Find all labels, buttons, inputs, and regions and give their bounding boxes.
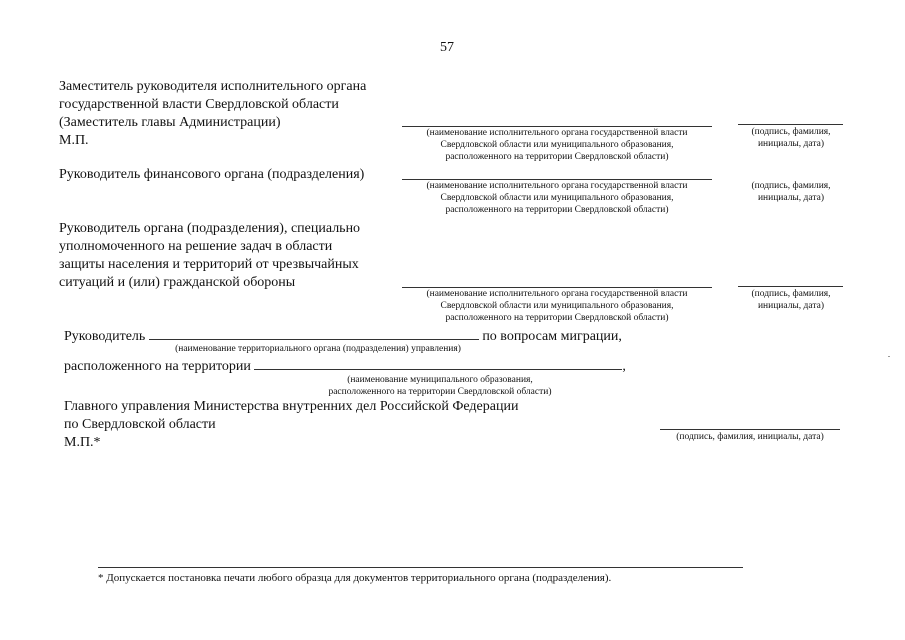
block4-caption1: (наименование территориального органа (подразделения) управления)	[175, 344, 461, 354]
block1-line: Заместитель руководителя исполнительного органа	[59, 79, 367, 94]
block1-sign-caption: (подпись, фамилия, инициалы, дата)	[751, 127, 831, 149]
block3-sign-line	[738, 286, 843, 287]
block1-line: (Заместитель главы Администрации)	[59, 115, 281, 130]
block3-title: Руководитель органа (подразделения), специально уполномоченного на решение задач в области защиты населения и территорий от чрезвычайных ситуаций и (или) гражданской обороны	[59, 221, 361, 290]
block4-line1-suffix: по вопросам миграции,	[482, 329, 622, 344]
block4-title: Главного управления Министерства внутренних дел Российской Федерации по Свердловской области М.П.*	[64, 399, 519, 450]
block1-line: государственной власти Свердловской области	[59, 97, 339, 112]
block1-org-caption: (наименование исполнительного органа государственной власти Свердловской области или муниципального образования, расположенного на территории Свердловской области)	[426, 128, 688, 162]
block2-org-caption: (наименование исполнительного органа государственной власти Свердловской области или муниципального образования, расположенного на территории Свердловской области)	[426, 181, 688, 215]
block4-sign-line	[660, 429, 840, 430]
block3-org-caption: (наименование исполнительного органа государственной власти Свердловской области или муниципального образования, расположенного на территории Свердловской области)	[426, 289, 688, 323]
footnote: * Допускается постановка печати любого образца для документов территориального органа (подразделения).	[98, 572, 612, 584]
block4-stamp-label: М.П.*	[64, 435, 101, 450]
footnote-separator	[98, 567, 743, 568]
block3-sign-caption: (подпись, фамилия, инициалы, дата)	[751, 289, 831, 311]
block1-title	[59, 78, 366, 150]
block4-line2-suffix: ,	[622, 359, 626, 374]
scan-speck	[888, 356, 890, 357]
block2-sign-caption: (подпись, фамилия, инициалы, дата)	[751, 181, 831, 203]
municipality-blank	[254, 357, 622, 370]
page-number: 57	[440, 40, 454, 55]
block1-sign-line	[738, 124, 843, 125]
block4-line1-prefix: Руководитель	[64, 329, 146, 344]
block1-stamp-label: М.П.	[59, 133, 89, 148]
block4-sign-caption: (подпись, фамилия, инициалы, дата)	[676, 432, 824, 442]
block2-title: Руководитель финансового органа (подразделения)	[59, 167, 365, 182]
block4-caption2: (наименование муниципального образования, расположенного на территории Свердловской области)	[328, 375, 552, 397]
block4-line2-prefix: расположенного на территории	[64, 359, 251, 374]
territorial-organ-blank	[149, 327, 479, 340]
